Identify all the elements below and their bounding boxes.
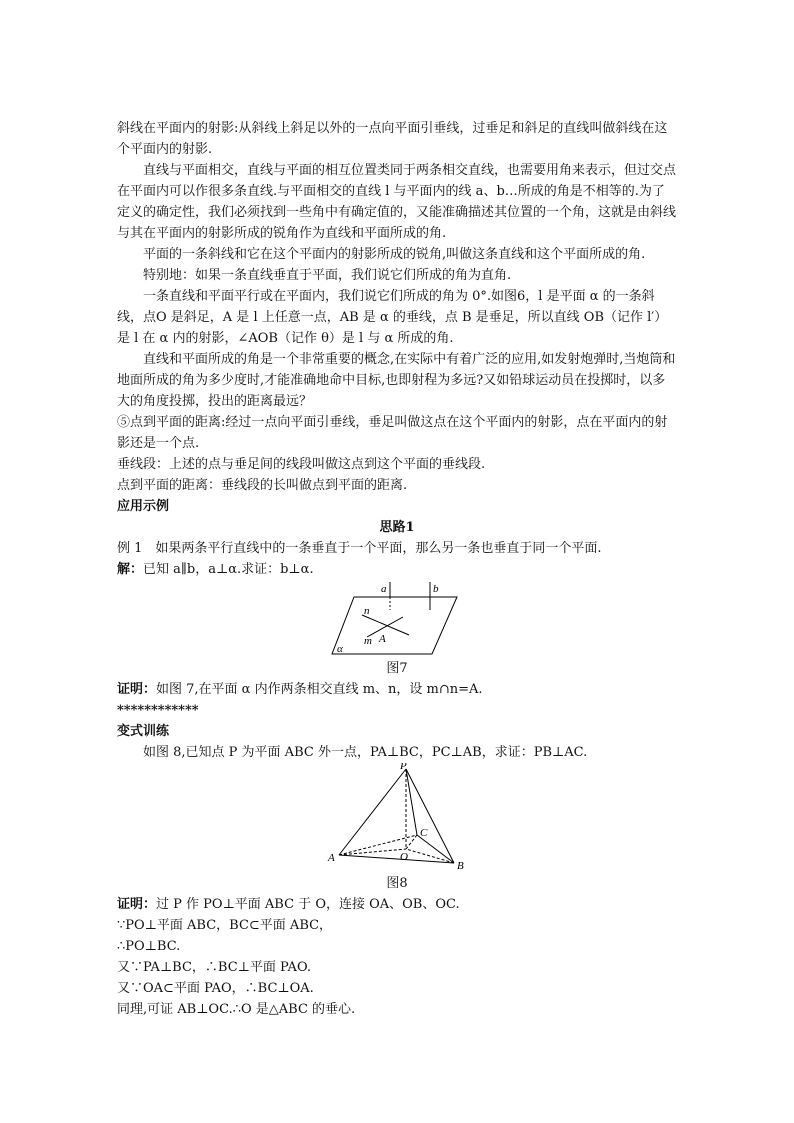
paragraph-perpendicular-segment: 垂线段：上述的点与垂足间的线段叫做这点到这个平面的垂线段. <box>117 457 486 472</box>
paragraph-angle-def: 平面的一条斜线和它在这个平面内的射影所成的锐角,叫做这条直线和这个平面所成的角. <box>143 247 646 262</box>
proof-1-text: 如图 7,在平面 α 内作两条相交直线 m、n，设 m∩n=A. <box>156 682 483 697</box>
paragraph-line-plane-intersect: 直线与平面相交，直线与平面的相互位置类同于两条相交直线，也需要用角来表示，但过交点在平面内可以作很多条直线.与平面相交的直线 l 与平面内的线 a、b…所成的角是不相等的.为了定义的确定性，我们必须找到一些角中有确定值的，又能准确描述其位置的一个角，这就是由斜线与其在平面内的射影所成的锐角作为直线和平面所成的角. <box>117 163 677 241</box>
proof-1-line <box>117 679 677 700</box>
proof-2-text-1: 过 P 作 PO⊥平面 ABC 于 O，连接 OA、OB、OC. <box>156 897 460 912</box>
label-a: a <box>381 583 387 595</box>
label-n: n <box>364 605 370 617</box>
solution-text: 已知 a∥b，a⊥α.求证：b⊥α. <box>143 562 314 577</box>
proof-2-line-6: 同理,可证 AB⊥OC.∴O 是△ABC 的垂心. <box>117 1002 356 1017</box>
label-O: O <box>400 851 408 863</box>
edge-AB <box>339 855 454 863</box>
proof-2-line-4: 又∵PA⊥BC，∴BC⊥平面 PAO. <box>117 960 311 975</box>
edge-PA <box>339 769 406 855</box>
example-1: 例 1 如果两条平行直线中的一条垂直于一个平面，那么另一条也垂直于同一个平面. <box>117 541 602 556</box>
paragraph-application: 直线和平面所成的角是一个非常重要的概念,在实际中有着广泛的应用,如发射炮弹时,当炮筒和地面所成的角为多少度时,才能准确地命中目标,也即射程为多远?又如铅球运动员在投掷时，以多大的角度投掷，投出的距离最远？ <box>117 352 676 409</box>
proof-2-line-3: ∴PO⊥BC. <box>117 939 181 954</box>
proof-2-line-5: 又∵OA⊂平面 PAO，∴BC⊥OA. <box>117 981 314 996</box>
proof-2-line-1 <box>117 894 677 915</box>
separator-stars: ************ <box>117 703 199 718</box>
solution-line <box>117 559 677 580</box>
variant-title: 变式训练 <box>117 724 170 739</box>
plane-alpha-parallelogram <box>332 597 457 654</box>
label-C: C <box>420 827 428 839</box>
label-A: A <box>379 633 386 645</box>
proof-1-label: 证明： <box>117 682 157 697</box>
label-A: A <box>328 852 335 864</box>
variant-text: 如图 8,已知点 P 为平面 ABC 外一点，PA⊥BC，PC⊥AB，求证：PB⊥AC. <box>143 745 588 760</box>
label-b: b <box>433 583 439 595</box>
edge-PB <box>406 769 454 863</box>
solution-label: 解： <box>117 562 144 577</box>
figure-8 <box>117 763 677 873</box>
section-title: 应用示例 <box>117 499 170 514</box>
figure-7-diagram <box>117 582 677 658</box>
label-m: m <box>364 635 372 647</box>
label-P: P <box>400 763 407 772</box>
figure-8-caption: 图8 <box>386 876 408 891</box>
paragraph-zero-angle: 一条直线和平面平行或在平面内，我们说它们所成的角为 0°.如图6，l 是平面 α 的一条斜线，点O 是斜足，A 是 l 上任意一点，AB 是 α 的垂线，点 B 是垂足，所以直线 OB（记作 l′）是 l 在 α 内的射影，∠AOB（记作 θ）是 l 与 α 所成的角. <box>117 289 668 346</box>
thought-title: 思路1 <box>379 520 415 535</box>
paragraph-distance-def: 点到平面的距离：垂线段的长叫做点到平面的距离. <box>117 478 408 493</box>
document-page <box>117 118 677 1020</box>
paragraph-projection-def: 斜线在平面内的射影:从斜线上斜足以外的一点向平面引垂线，过垂足和斜足的直线叫做斜线在这个平面内的射影. <box>117 121 668 157</box>
proof-2-label: 证明： <box>117 897 157 912</box>
proof-2-line-2: ∵PO⊥平面 ABC，BC⊂平面 ABC， <box>117 918 333 933</box>
paragraph-right-angle: 特别地：如果一条直线垂直于平面，我们说它们所成的角为直角. <box>143 268 512 283</box>
label-alpha: α <box>337 643 343 655</box>
figure-8-diagram <box>117 763 677 873</box>
edge-BC <box>417 835 454 863</box>
figure-7 <box>117 582 677 658</box>
paragraph-point-plane-distance: ⑤点到平面的距离:经过一点向平面引垂线，垂足叫做这点在这个平面内的射影，点在平面内的射影还是一个点. <box>117 415 668 451</box>
label-B: B <box>457 860 464 872</box>
figure-7-caption: 图7 <box>386 661 408 676</box>
